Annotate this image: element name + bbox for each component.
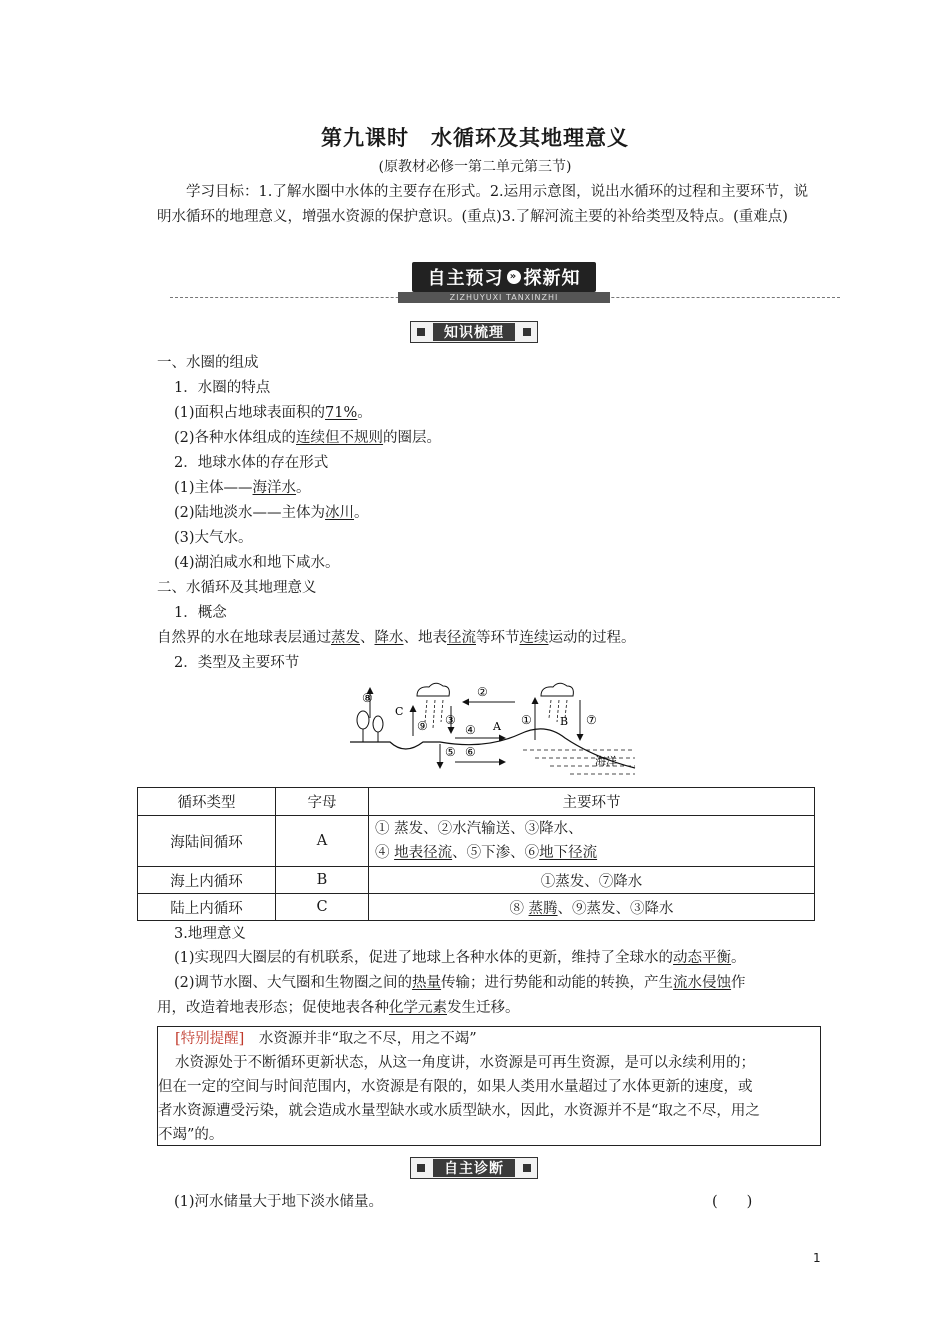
answer-paren[interactable]: ( ): [712, 1194, 753, 1210]
table-cell: ⑧ 蒸腾、⑨蒸发、③降水: [369, 894, 815, 921]
water-cycle-diagram: [345, 678, 645, 786]
s2-concept: 自然界的水在地球表层通过蒸发、降水、地表径流等环节连续运动的过程。: [157, 630, 636, 646]
diagram-num-2: ②: [477, 685, 488, 699]
s3-p2-line2: 用，改造着地表形态；促使地表各种化学元素发生迁移。: [157, 1000, 520, 1016]
tag-square-icon: [523, 1164, 531, 1172]
table-cell: 陆上内循环: [138, 894, 276, 921]
note-line: 不竭”的。: [158, 1127, 224, 1143]
note-tag: [特别提醒]: [175, 1031, 245, 1047]
table-row: [138, 816, 815, 867]
lesson-title: [0, 122, 950, 152]
table-cell: B: [276, 867, 369, 894]
tag-square-icon: [523, 328, 531, 336]
table-header-row: [138, 788, 815, 816]
s1-item2: (2)各种水体组成的连续但不规则的圈层。: [174, 430, 442, 446]
tag-square-icon: [417, 1164, 425, 1172]
table-cell: C: [276, 894, 369, 921]
tag-knowledge: [410, 321, 538, 343]
banner-left: 自主预习: [427, 268, 504, 289]
diagram-num-4: ④: [465, 723, 476, 737]
s1-heading: 一、水圈的组成: [157, 355, 259, 371]
learning-objectives: 学习目标：1.了解水圈中水体的主要存在形式。2.运用示意图，说出水循环的过程和主要环节，说明水循环的地理意义，增强水资源的保护意识。(重点)3.了解河流主要的补给类型及特点。(重难点): [157, 184, 809, 225]
s2-sub1: 1．概念: [174, 605, 227, 621]
tag-diagnosis: [410, 1157, 538, 1179]
banner-arrow-icon: »: [507, 270, 521, 284]
table-row: [138, 894, 815, 921]
sea-dash: [523, 750, 635, 774]
special-note-box: [157, 1026, 821, 1146]
s2-heading: 二、水循环及其地理意义: [157, 580, 317, 596]
cloud-icon: [417, 683, 573, 696]
table-cell: A: [276, 816, 369, 867]
s1-sub2: 2．地球水体的存在形式: [174, 455, 329, 471]
banner-right: 探新知: [523, 268, 581, 289]
diagram-num-6: ⑥: [465, 745, 476, 759]
note-head: [特别提醒] 水资源并非“取之不尽，用之不竭”: [175, 1031, 477, 1047]
title-part2: 水循环及其地理意义: [431, 126, 629, 150]
diagram-num-3: ③: [445, 713, 456, 727]
table-header: 字母: [276, 788, 369, 816]
table-header: 循环类型: [138, 788, 276, 816]
s3-p1: (1)实现四大圈层的有机联系，促进了地球上各种水体的更新，维持了全球水的动态平衡。: [174, 950, 746, 966]
note-line: 者水资源遭受污染，就会造成水量型缺水或水质型缺水，因此，水资源并不是“取之不尽，用之: [158, 1103, 760, 1119]
diagram-num-1: ①: [521, 713, 532, 727]
diagram-num-7: ⑦: [586, 713, 597, 727]
diagram-label-B: B: [560, 715, 569, 728]
diagram-label-C: C: [395, 705, 404, 718]
tag-square-icon: [417, 328, 425, 336]
diagram-num-5: ⑤: [445, 745, 456, 759]
table-cell: ①蒸发、⑦降水: [369, 867, 815, 894]
title-part1: 第九课时: [321, 126, 409, 150]
s3-heading: 3.地理意义: [174, 926, 246, 942]
note-line: 但在一定的空间与时间范围内，水资源是有限的，如果人类用水量超过了水体更新的速度，或: [158, 1079, 753, 1095]
diagram-label-A: A: [493, 720, 501, 733]
diagram-label-sea: 海洋: [595, 755, 617, 768]
table-header: 主要环节: [369, 788, 815, 816]
diagram-num-8: ⑧: [362, 691, 373, 705]
diagram-num-9: ⑨: [417, 719, 428, 733]
cycle-table: [137, 787, 815, 921]
table-cell: 海上内循环: [138, 867, 276, 894]
s1-form3: (3)大气水。: [174, 530, 253, 546]
lesson-subtitle: (原教材必修一第二单元第三节): [378, 159, 572, 175]
page-number: 1: [813, 1251, 821, 1265]
s1-form4: (4)湖泊咸水和地下咸水。: [174, 555, 340, 571]
diagnosis-q1: (1)河水储量大于地下淡水储量。: [174, 1194, 384, 1210]
tag-diagnosis-label: 自主诊断: [433, 1159, 515, 1177]
table-cell: 海陆间循环: [138, 816, 276, 867]
s2-sub2: 2．类型及主要环节: [174, 655, 300, 671]
note-line: 水资源处于不断循环更新状态，从这一角度讲，水资源是可再生资源，是可以永续利用的；: [175, 1055, 755, 1071]
banner-pinyin: ZIZHUYUXI TANXINZHI: [398, 292, 610, 303]
s1-sub1: 1．水圈的特点: [174, 380, 271, 396]
s3-p2-line1: (2)调节水圈、大气圈和生物圈之间的热量传输；进行势能和动能的转换，产生流水侵蚀作: [174, 975, 746, 991]
table-cell: ① 蒸发、②水汽输送、③降水、 ④ 地表径流、⑤下渗、⑥地下径流: [369, 816, 815, 867]
banner-title: [412, 262, 596, 292]
table-row: [138, 867, 815, 894]
s1-item1: (1)面积占地球表面积的71%。: [174, 405, 372, 421]
section-banner: [170, 262, 840, 306]
s1-form1: (1)主体——海洋水。: [174, 480, 311, 496]
tag-knowledge-label: 知识梳理: [433, 323, 515, 341]
s1-form2: (2)陆地淡水——主体为冰川。: [174, 505, 369, 521]
